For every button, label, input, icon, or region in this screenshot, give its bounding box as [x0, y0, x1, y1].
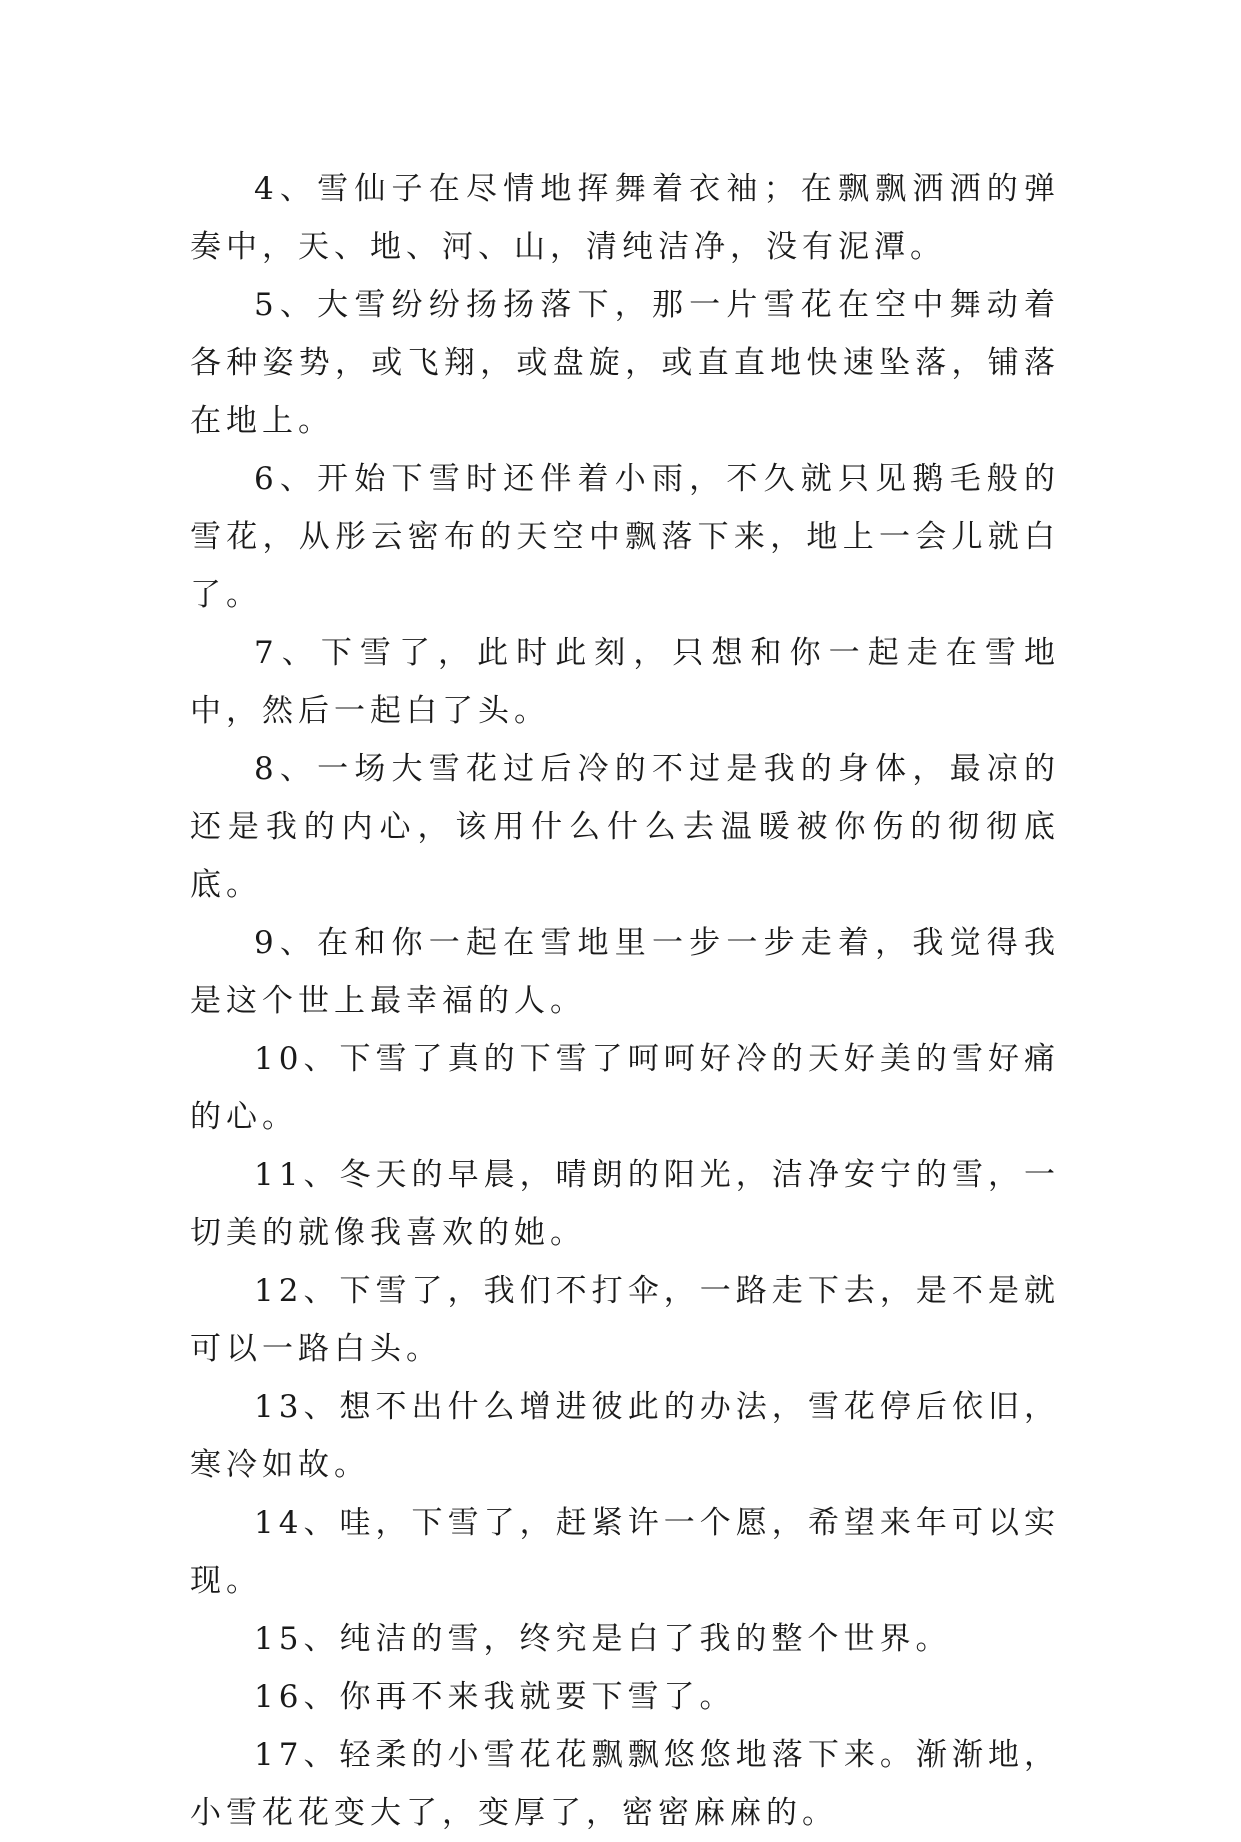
- paragraph-13: 13、想不出什么增进彼此的办法，雪花停后依旧，寒冷如故。: [190, 1389, 1060, 1483]
- paragraph-17: 17、轻柔的小雪花花飘飘悠悠地落下来。渐渐地，小雪花花变大了，变厚了，密密麻麻的。: [190, 1737, 1060, 1831]
- paragraph-14: 14、哇，下雪了，赶紧许一个愿，希望来年可以实现。: [190, 1505, 1060, 1599]
- paragraph-7: 7、下雪了，此时此刻，只想和你一起走在雪地中，然后一起白了头。: [190, 635, 1060, 729]
- paragraph-16: 16、你再不来我就要下雪了。: [254, 1679, 736, 1715]
- paragraph-10: 10、下雪了真的下雪了呵呵好冷的天好美的雪好痛的心。: [190, 1041, 1060, 1135]
- paragraph-6: 6、开始下雪时还伴着小雨，不久就只见鹅毛般的雪花，从彤云密布的天空中飘落下来，地上一会儿就白了。: [190, 461, 1060, 613]
- paragraph-15: 15、纯洁的雪，终究是白了我的整个世界。: [254, 1621, 952, 1657]
- paragraph-12: 12、下雪了，我们不打伞，一路走下去，是不是就可以一路白头。: [190, 1273, 1060, 1367]
- paragraph-8: 8、一场大雪花过后冷的不过是我的身体，最凉的还是我的内心，该用什么什么去温暖被你伤的彻彻底底。: [190, 751, 1060, 903]
- paragraph-9: 9、在和你一起在雪地里一步一步走着，我觉得我是这个世上最幸福的人。: [190, 925, 1060, 1019]
- paragraph-5: 5、大雪纷纷扬扬落下，那一片雪花在空中舞动着各种姿势，或飞翔，或盘旋，或直直地快速坠落，铺落在地上。: [190, 287, 1060, 439]
- document-body: [190, 160, 1060, 1842]
- paragraph-11: 11、冬天的早晨，晴朗的阳光，洁净安宁的雪，一切美的就像我喜欢的她。: [190, 1157, 1060, 1251]
- paragraph-4: 4、雪仙子在尽情地挥舞着衣袖；在飘飘洒洒的弹奏中，天、地、河、山，清纯洁净，没有泥潭。: [190, 171, 1060, 265]
